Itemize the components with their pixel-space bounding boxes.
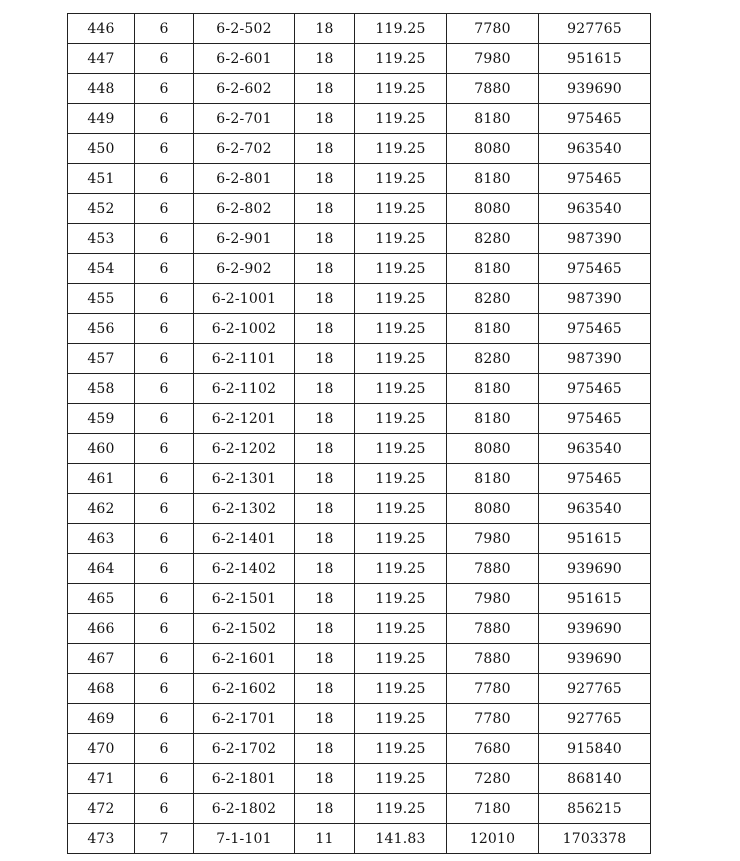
table-row [68, 524, 651, 554]
area-cell: 119.25 [355, 194, 447, 224]
floor-count-cell: 18 [295, 44, 355, 74]
row-number-cell: 455 [68, 284, 135, 314]
row-number-cell: 468 [68, 674, 135, 704]
row-number-cell: 454 [68, 254, 135, 284]
table-row [68, 404, 651, 434]
unit-number-cell: 6-2-1801 [194, 764, 295, 794]
floor-count-cell: 18 [295, 524, 355, 554]
unit-number-cell: 6-2-1402 [194, 554, 295, 584]
building-cell: 6 [135, 44, 194, 74]
area-cell: 119.25 [355, 674, 447, 704]
table-row [68, 674, 651, 704]
floor-count-cell: 18 [295, 374, 355, 404]
price-table [67, 13, 651, 854]
floor-count-cell: 18 [295, 404, 355, 434]
unit-price-cell: 8180 [447, 104, 539, 134]
row-number-cell: 447 [68, 44, 135, 74]
row-number-cell: 472 [68, 794, 135, 824]
unit-number-cell: 6-2-1202 [194, 434, 295, 464]
row-number-cell: 467 [68, 644, 135, 674]
unit-price-cell: 7980 [447, 584, 539, 614]
area-cell: 141.83 [355, 824, 447, 854]
building-cell: 6 [135, 584, 194, 614]
area-cell: 119.25 [355, 554, 447, 584]
row-number-cell: 449 [68, 104, 135, 134]
table-row [68, 104, 651, 134]
building-cell: 6 [135, 554, 194, 584]
row-number-cell: 473 [68, 824, 135, 854]
total-price-cell: 987390 [539, 284, 651, 314]
row-number-cell: 450 [68, 134, 135, 164]
total-price-cell: 951615 [539, 524, 651, 554]
row-number-cell: 461 [68, 464, 135, 494]
unit-number-cell: 6-2-1802 [194, 794, 295, 824]
total-price-cell: 987390 [539, 224, 651, 254]
floor-count-cell: 18 [295, 104, 355, 134]
table-row [68, 494, 651, 524]
building-cell: 6 [135, 314, 194, 344]
unit-price-cell: 7780 [447, 704, 539, 734]
floor-count-cell: 18 [295, 734, 355, 764]
table-row [68, 434, 651, 464]
unit-price-cell: 8080 [447, 134, 539, 164]
floor-count-cell: 18 [295, 344, 355, 374]
floor-count-cell: 18 [295, 134, 355, 164]
unit-number-cell: 6-2-602 [194, 74, 295, 104]
unit-price-cell: 7880 [447, 614, 539, 644]
floor-count-cell: 18 [295, 74, 355, 104]
table-row [68, 614, 651, 644]
unit-number-cell: 6-2-901 [194, 224, 295, 254]
area-cell: 119.25 [355, 14, 447, 44]
total-price-cell: 975465 [539, 404, 651, 434]
unit-price-cell: 7980 [447, 524, 539, 554]
floor-count-cell: 18 [295, 554, 355, 584]
floor-count-cell: 18 [295, 254, 355, 284]
row-number-cell: 460 [68, 434, 135, 464]
area-cell: 119.25 [355, 434, 447, 464]
total-price-cell: 939690 [539, 74, 651, 104]
unit-number-cell: 6-2-1201 [194, 404, 295, 434]
row-number-cell: 458 [68, 374, 135, 404]
area-cell: 119.25 [355, 614, 447, 644]
unit-price-cell: 7980 [447, 44, 539, 74]
area-cell: 119.25 [355, 524, 447, 554]
unit-price-cell: 8080 [447, 434, 539, 464]
row-number-cell: 465 [68, 584, 135, 614]
total-price-cell: 975465 [539, 164, 651, 194]
total-price-cell: 939690 [539, 554, 651, 584]
building-cell: 6 [135, 764, 194, 794]
total-price-cell: 927765 [539, 704, 651, 734]
table-row [68, 194, 651, 224]
floor-count-cell: 18 [295, 704, 355, 734]
building-cell: 6 [135, 704, 194, 734]
total-price-cell: 975465 [539, 314, 651, 344]
unit-number-cell: 6-2-1601 [194, 644, 295, 674]
table-row [68, 134, 651, 164]
row-number-cell: 453 [68, 224, 135, 254]
unit-number-cell: 6-2-902 [194, 254, 295, 284]
total-price-cell: 1703378 [539, 824, 651, 854]
row-number-cell: 471 [68, 764, 135, 794]
unit-number-cell: 6-2-1102 [194, 374, 295, 404]
unit-price-cell: 7880 [447, 644, 539, 674]
total-price-cell: 856215 [539, 794, 651, 824]
floor-count-cell: 18 [295, 224, 355, 254]
building-cell: 6 [135, 434, 194, 464]
total-price-cell: 987390 [539, 344, 651, 374]
area-cell: 119.25 [355, 344, 447, 374]
building-cell: 6 [135, 14, 194, 44]
total-price-cell: 963540 [539, 494, 651, 524]
area-cell: 119.25 [355, 314, 447, 344]
building-cell: 7 [135, 824, 194, 854]
area-cell: 119.25 [355, 494, 447, 524]
building-cell: 6 [135, 404, 194, 434]
unit-number-cell: 6-2-601 [194, 44, 295, 74]
floor-count-cell: 11 [295, 824, 355, 854]
total-price-cell: 951615 [539, 584, 651, 614]
building-cell: 6 [135, 284, 194, 314]
table-row [68, 14, 651, 44]
building-cell: 6 [135, 224, 194, 254]
total-price-cell: 868140 [539, 764, 651, 794]
table-row [68, 734, 651, 764]
row-number-cell: 463 [68, 524, 135, 554]
area-cell: 119.25 [355, 74, 447, 104]
unit-number-cell: 7-1-101 [194, 824, 295, 854]
table-row [68, 794, 651, 824]
unit-number-cell: 6-2-502 [194, 14, 295, 44]
building-cell: 6 [135, 344, 194, 374]
area-cell: 119.25 [355, 704, 447, 734]
unit-price-cell: 8280 [447, 224, 539, 254]
building-cell: 6 [135, 254, 194, 284]
area-cell: 119.25 [355, 584, 447, 614]
building-cell: 6 [135, 464, 194, 494]
building-cell: 6 [135, 494, 194, 524]
unit-price-cell: 8280 [447, 284, 539, 314]
area-cell: 119.25 [355, 284, 447, 314]
table-row [68, 704, 651, 734]
total-price-cell: 939690 [539, 614, 651, 644]
unit-number-cell: 6-2-802 [194, 194, 295, 224]
table-row [68, 284, 651, 314]
unit-price-cell: 8080 [447, 494, 539, 524]
row-number-cell: 457 [68, 344, 135, 374]
unit-number-cell: 6-2-1501 [194, 584, 295, 614]
total-price-cell: 975465 [539, 254, 651, 284]
total-price-cell: 975465 [539, 464, 651, 494]
building-cell: 6 [135, 374, 194, 404]
building-cell: 6 [135, 74, 194, 104]
table-row [68, 164, 651, 194]
row-number-cell: 464 [68, 554, 135, 584]
total-price-cell: 927765 [539, 14, 651, 44]
unit-price-cell: 7880 [447, 554, 539, 584]
unit-price-cell: 7680 [447, 734, 539, 764]
unit-number-cell: 6-2-701 [194, 104, 295, 134]
total-price-cell: 927765 [539, 674, 651, 704]
unit-number-cell: 6-2-1702 [194, 734, 295, 764]
unit-price-cell: 8180 [447, 314, 539, 344]
area-cell: 119.25 [355, 464, 447, 494]
row-number-cell: 456 [68, 314, 135, 344]
unit-price-cell: 8180 [447, 464, 539, 494]
floor-count-cell: 18 [295, 764, 355, 794]
unit-number-cell: 6-2-702 [194, 134, 295, 164]
building-cell: 6 [135, 194, 194, 224]
area-cell: 119.25 [355, 254, 447, 284]
building-cell: 6 [135, 794, 194, 824]
table-row [68, 74, 651, 104]
total-price-cell: 963540 [539, 134, 651, 164]
unit-price-cell: 8180 [447, 164, 539, 194]
table-row [68, 314, 651, 344]
unit-price-cell: 7780 [447, 14, 539, 44]
unit-number-cell: 6-2-1502 [194, 614, 295, 644]
building-cell: 6 [135, 134, 194, 164]
unit-number-cell: 6-2-1302 [194, 494, 295, 524]
floor-count-cell: 18 [295, 314, 355, 344]
area-cell: 119.25 [355, 164, 447, 194]
unit-number-cell: 6-2-1701 [194, 704, 295, 734]
unit-number-cell: 6-2-1101 [194, 344, 295, 374]
area-cell: 119.25 [355, 644, 447, 674]
area-cell: 119.25 [355, 734, 447, 764]
table-row [68, 464, 651, 494]
area-cell: 119.25 [355, 794, 447, 824]
row-number-cell: 469 [68, 704, 135, 734]
area-cell: 119.25 [355, 764, 447, 794]
floor-count-cell: 18 [295, 284, 355, 314]
row-number-cell: 466 [68, 614, 135, 644]
unit-price-cell: 7880 [447, 74, 539, 104]
floor-count-cell: 18 [295, 464, 355, 494]
unit-price-cell: 7280 [447, 764, 539, 794]
building-cell: 6 [135, 614, 194, 644]
total-price-cell: 975465 [539, 104, 651, 134]
unit-price-cell: 12010 [447, 824, 539, 854]
building-cell: 6 [135, 104, 194, 134]
unit-price-cell: 7780 [447, 674, 539, 704]
unit-number-cell: 6-2-1401 [194, 524, 295, 554]
building-cell: 6 [135, 674, 194, 704]
area-cell: 119.25 [355, 44, 447, 74]
row-number-cell: 459 [68, 404, 135, 434]
building-cell: 6 [135, 644, 194, 674]
unit-number-cell: 6-2-1602 [194, 674, 295, 704]
total-price-cell: 963540 [539, 194, 651, 224]
area-cell: 119.25 [355, 224, 447, 254]
row-number-cell: 446 [68, 14, 135, 44]
floor-count-cell: 18 [295, 494, 355, 524]
table-row [68, 764, 651, 794]
floor-count-cell: 18 [295, 584, 355, 614]
unit-price-cell: 8180 [447, 404, 539, 434]
unit-number-cell: 6-2-1301 [194, 464, 295, 494]
table-row [68, 344, 651, 374]
row-number-cell: 470 [68, 734, 135, 764]
floor-count-cell: 18 [295, 674, 355, 704]
floor-count-cell: 18 [295, 794, 355, 824]
table-row [68, 44, 651, 74]
area-cell: 119.25 [355, 374, 447, 404]
total-price-cell: 915840 [539, 734, 651, 764]
unit-price-cell: 8280 [447, 344, 539, 374]
table-row [68, 644, 651, 674]
table-row [68, 584, 651, 614]
building-cell: 6 [135, 164, 194, 194]
building-cell: 6 [135, 524, 194, 554]
total-price-cell: 963540 [539, 434, 651, 464]
table-row [68, 254, 651, 284]
floor-count-cell: 18 [295, 164, 355, 194]
floor-count-cell: 18 [295, 614, 355, 644]
total-price-cell: 939690 [539, 644, 651, 674]
floor-count-cell: 18 [295, 434, 355, 464]
total-price-cell: 975465 [539, 374, 651, 404]
floor-count-cell: 18 [295, 644, 355, 674]
unit-price-cell: 7180 [447, 794, 539, 824]
unit-number-cell: 6-2-1002 [194, 314, 295, 344]
unit-price-cell: 8180 [447, 254, 539, 284]
row-number-cell: 462 [68, 494, 135, 524]
building-cell: 6 [135, 734, 194, 764]
area-cell: 119.25 [355, 104, 447, 134]
row-number-cell: 452 [68, 194, 135, 224]
table-row [68, 824, 651, 854]
total-price-cell: 951615 [539, 44, 651, 74]
table-row [68, 374, 651, 404]
table-row [68, 224, 651, 254]
unit-number-cell: 6-2-1001 [194, 284, 295, 314]
floor-count-cell: 18 [295, 14, 355, 44]
row-number-cell: 448 [68, 74, 135, 104]
table-body [68, 14, 651, 854]
unit-price-cell: 8180 [447, 374, 539, 404]
row-number-cell: 451 [68, 164, 135, 194]
area-cell: 119.25 [355, 404, 447, 434]
table-row [68, 554, 651, 584]
area-cell: 119.25 [355, 134, 447, 164]
unit-number-cell: 6-2-801 [194, 164, 295, 194]
unit-price-cell: 8080 [447, 194, 539, 224]
floor-count-cell: 18 [295, 194, 355, 224]
